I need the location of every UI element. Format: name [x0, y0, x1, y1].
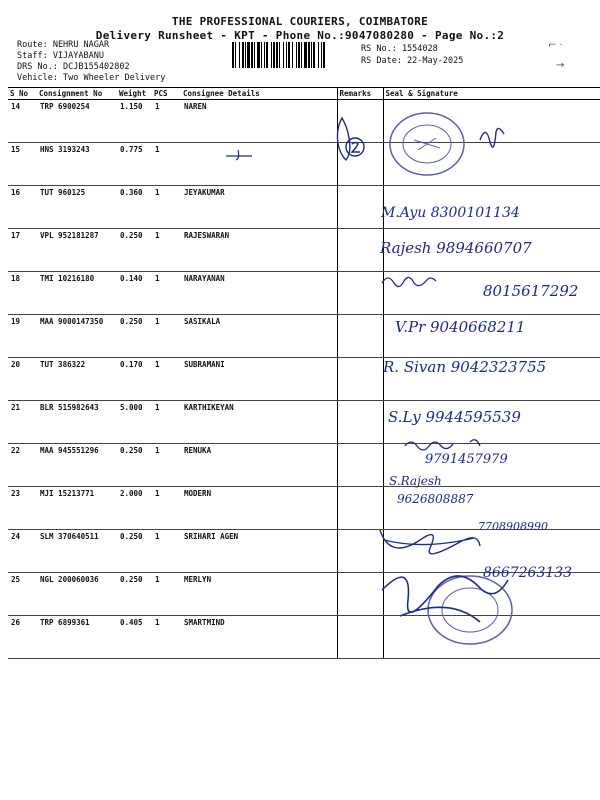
row-consignment: NGL 200060036 — [37, 573, 117, 616]
corner-mark: ⌐ · — [548, 40, 563, 51]
row-sno: 23 — [8, 487, 37, 530]
row-pcs: 1 — [152, 573, 181, 616]
row-pcs: 1 — [152, 616, 181, 659]
row-weight: 2.000 — [117, 487, 152, 530]
col-header-remarks: Remarks — [337, 88, 383, 100]
col-header-consignment: Consignment No — [37, 88, 117, 100]
row-pcs: 1 — [152, 272, 181, 315]
row-consignment: TMI 10216180 — [37, 272, 117, 315]
row-consignee: NARAYANAN — [181, 272, 337, 315]
row-consignment: TRP 6900254 — [37, 100, 117, 143]
corner-mark-2: → — [556, 60, 565, 71]
row-consignment: VPL 952181287 — [37, 229, 117, 272]
col-header-signature: Seal & Signature — [383, 88, 600, 100]
row-sno: 25 — [8, 573, 37, 616]
row-weight: 0.775 — [117, 143, 152, 186]
seal-stamp — [390, 113, 464, 175]
row-weight: 0.360 — [117, 186, 152, 229]
row-weight: 0.140 — [117, 272, 152, 315]
row-pcs: 1 — [152, 315, 181, 358]
col-header-weight: Weight — [117, 88, 152, 100]
col-header-consignee: Consignee Details — [181, 88, 337, 100]
row-sno: 16 — [8, 186, 37, 229]
row-consignee: RAJESWARAN — [181, 229, 337, 272]
rs-number: RS No.: 1554028 — [361, 44, 438, 54]
handwritten-note-row18: Rajesh 9894660707 — [380, 239, 532, 257]
row-consignment: BLR 515982643 — [37, 401, 117, 444]
row-consignment: TRP 6899361 — [37, 616, 117, 659]
row-consignee: RENUKA — [181, 444, 337, 487]
row-pcs: 1 — [152, 530, 181, 573]
row-pcs: 1 — [152, 186, 181, 229]
consignee-mark — [226, 150, 252, 160]
row-weight: 0.250 — [117, 315, 152, 358]
row-weight: 0.250 — [117, 573, 152, 616]
row-pcs: 1 — [152, 487, 181, 530]
row-consignment: SLM 370640511 — [37, 530, 117, 573]
rs-date: RS Date: 22-May-2025 — [361, 56, 464, 66]
drs-number: DRS No.: DCJB155402802 — [17, 62, 130, 72]
handwritten-note-row24: 9626808887 — [397, 492, 474, 506]
row-consignee: NAREN — [181, 100, 337, 143]
row-consignment: TUT 386322 — [37, 358, 117, 401]
handwritten-note-row23: 9791457979 — [425, 452, 508, 467]
company-title: THE PROFESSIONAL COURIERS, COIMBATORE — [171, 15, 429, 28]
row-pcs: 1 — [152, 444, 181, 487]
row-pcs: 1 — [152, 229, 181, 272]
route-label: Route: NEHRU NAGAR — [17, 40, 110, 50]
row-pcs: 1 — [152, 358, 181, 401]
vehicle-label: Vehicle: Two Wheeler Delivery — [17, 73, 166, 83]
handwritten-note-row22: S.Ly 9944595539 — [388, 408, 521, 426]
row-consignee: JEYAKUMAR — [181, 186, 337, 229]
handwritten-name-row24: S.Rajesh — [389, 474, 442, 488]
row-weight: 0.250 — [117, 444, 152, 487]
row-pcs: 1 — [152, 100, 181, 143]
row-consignee: SUBRAMANI — [181, 358, 337, 401]
row-weight: 0.250 — [117, 530, 152, 573]
row-consignee: MERLYN — [181, 573, 337, 616]
row-weight: 0.250 — [117, 229, 152, 272]
handwritten-note-row19: 8015617292 — [483, 282, 579, 300]
signature-scribble — [405, 440, 480, 450]
row-weight: 1.150 — [117, 100, 152, 143]
row-consignment: HNS 3193243 — [37, 143, 117, 186]
row-sno: 19 — [8, 315, 37, 358]
row-consignee: KARTHIKEYAN — [181, 401, 337, 444]
signature-scribble — [380, 530, 480, 554]
row-sno: 22 — [8, 444, 37, 487]
handwritten-note-row17: M.Ayu 8300101134 — [381, 205, 520, 221]
seal-stamp — [428, 576, 512, 644]
row-sno: 18 — [8, 272, 37, 315]
row-sno: 14 — [8, 100, 37, 143]
row-consignment: TUT 960125 — [37, 186, 117, 229]
row-consignment: MJI 15213771 — [37, 487, 117, 530]
row-sno: 26 — [8, 616, 37, 659]
row-consignee: SMARTMIND — [181, 616, 337, 659]
col-header-pcs: PCS — [152, 88, 181, 100]
row-pcs: 1 — [152, 401, 181, 444]
row-pcs: 1 — [152, 143, 181, 186]
row-consignee: MODERN — [181, 487, 337, 530]
row-consignment: MAA 945551296 — [37, 444, 117, 487]
handwritten-note-row20: V.Pr 9040668211 — [395, 318, 526, 336]
handwritten-note-row21: R. Sivan 9042323755 — [383, 358, 547, 376]
handwritten-note-row25: 7708908990 — [478, 520, 548, 533]
row-sno: 17 — [8, 229, 37, 272]
row-consignee: SRIHARI AGEN — [181, 530, 337, 573]
row-consignment: MAA 9000147350 — [37, 315, 117, 358]
handwritten-note-row26: 8667263133 — [483, 565, 573, 581]
row-weight: 5.000 — [117, 401, 152, 444]
row-sno: 24 — [8, 530, 37, 573]
signature-scribble — [382, 277, 436, 286]
remarks-scribble — [337, 118, 364, 160]
runsheet-subtitle: Delivery Runsheet - KPT - Phone No.:9047080280 - Page No.:2 — [95, 29, 505, 42]
row-weight: 0.170 — [117, 358, 152, 401]
col-header-sno: S No — [8, 88, 37, 100]
row-sno: 21 — [8, 401, 37, 444]
staff-label: Staff: VIJAYABANU — [17, 51, 104, 61]
row-sno: 15 — [8, 143, 37, 186]
signature-scribble — [480, 128, 504, 147]
row-consignee: SASIKALA — [181, 315, 337, 358]
row-weight: 0.405 — [117, 616, 152, 659]
row-sno: 20 — [8, 358, 37, 401]
